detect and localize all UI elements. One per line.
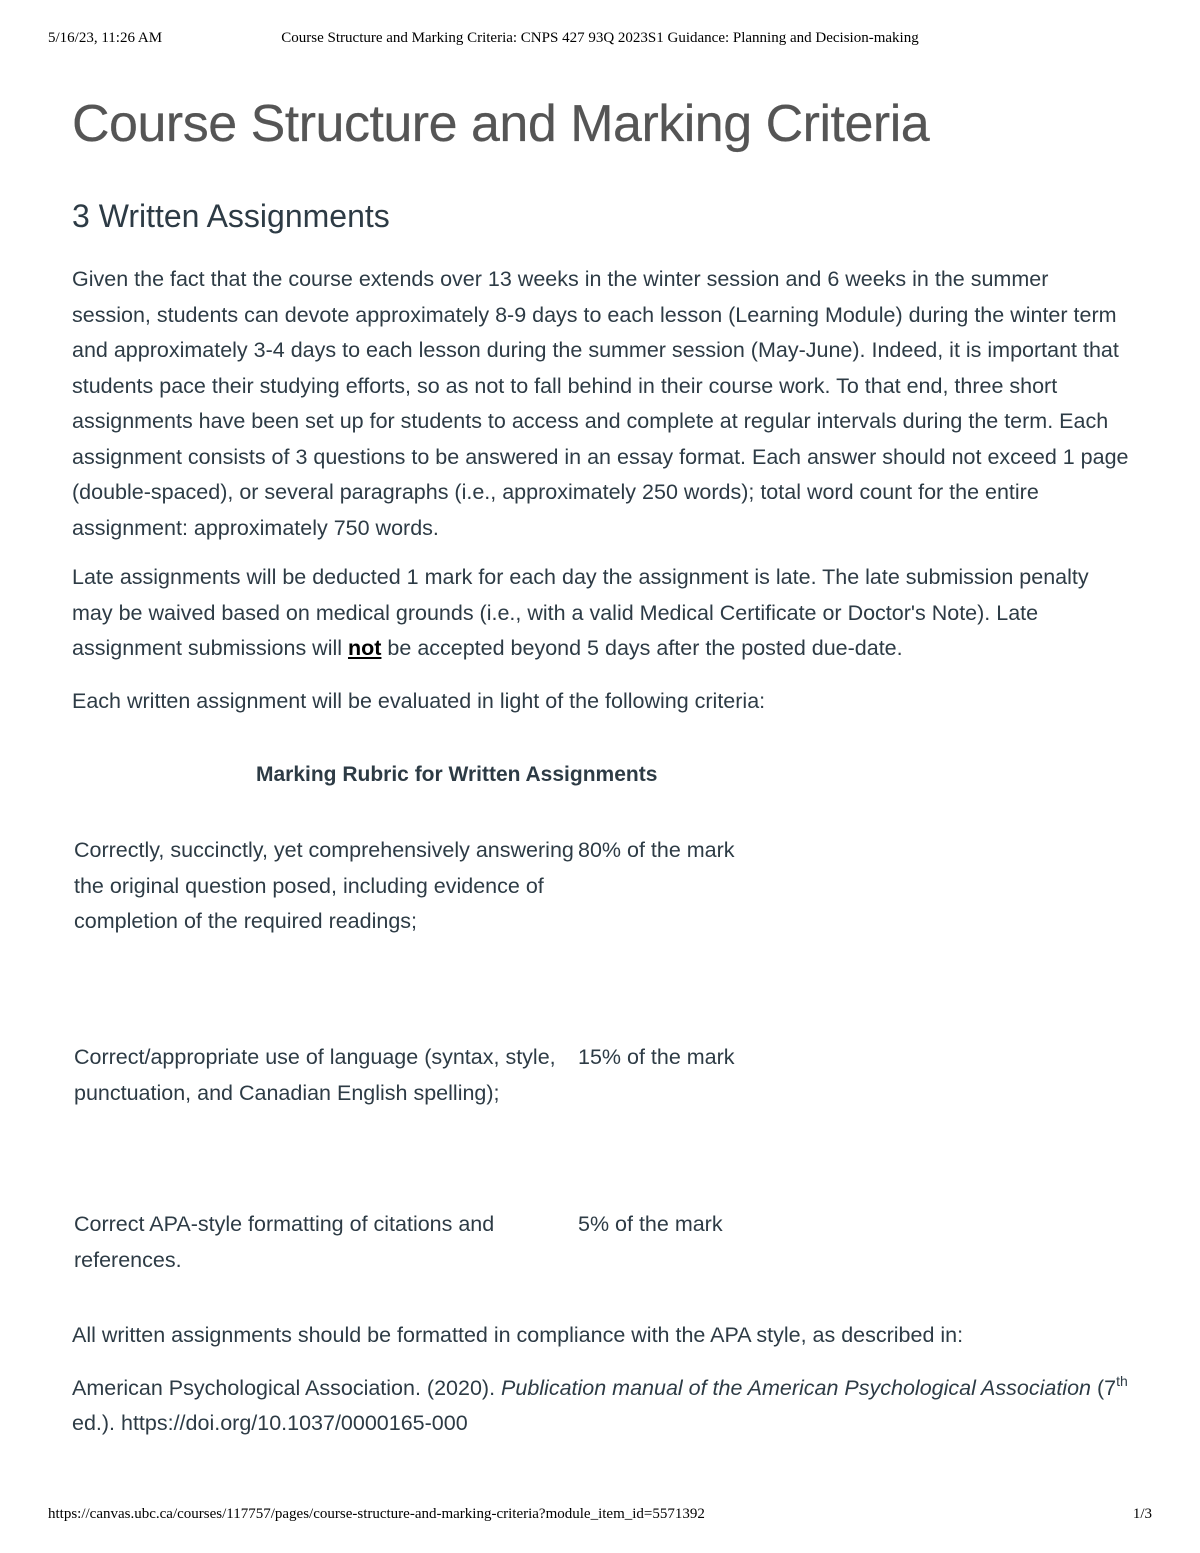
- citation-edition-close: ed.).: [72, 1411, 121, 1435]
- print-page-number: 1/3: [1132, 1506, 1152, 1522]
- rubric-weight: 15% of the mark: [578, 1045, 735, 1069]
- rubric-weight: 5% of the mark: [578, 1212, 723, 1236]
- rubric-criterion: Correct/appropriate use of language (syntax, style, punctuation, and Canadian English spelling);: [74, 1045, 556, 1105]
- rubric-criterion: Correct APA-style formatting of citations and references.: [74, 1212, 495, 1272]
- page-title: Course Structure and Marking Criteria: [72, 95, 930, 153]
- apa-paragraph: All written assignments should be formatted in compliance with the APA style, as described in:: [72, 1323, 964, 1347]
- rubric-criterion: Correctly, succinctly, yet comprehensively answering the original question posed, including evidence of completion of the required readings;: [74, 838, 574, 933]
- citation-edition-sup: th: [1116, 1372, 1128, 1389]
- intro-paragraph: Given the fact that the course extends over 13 weeks in the winter session and 6 weeks in the summer session, students can devote approximately 8-9 days to each lesson (Learning Module) during the winter term and approximately 3-4 days to each lesson during the summer session (May-June). Indeed, it is important that students pace their studying efforts, so as not to fall behind in their course work. To that end, three short assignments have been set up for students to access and complete at regular intervals during the term. Each assignment consists of 3 questions to be answered in an essay format. Each answer should not exceed 1 page (double-spaced), or several paragraphs (i.e., approximately 250 words); total word count for the entire assignment: approximately 750 words.: [72, 267, 1129, 540]
- rubric-table: [74, 833, 878, 1312]
- page-content: [72, 88, 1132, 1442]
- rubric-row: [74, 833, 878, 1040]
- print-footer: [48, 1506, 1152, 1528]
- citation-title: Publication manual of the American Psychological Association: [501, 1375, 1091, 1400]
- print-page-title: Course Structure and Marking Criteria: CNPS 427 93Q 2023S1 Guidance: Planning and Decision-making: [281, 30, 919, 46]
- late-policy-paragraph: [72, 560, 1132, 667]
- rubric-row: [74, 1207, 878, 1312]
- section-heading: 3 Written Assignments: [72, 198, 390, 234]
- print-url: https://canvas.ubc.ca/courses/117757/pages/course-structure-and-marking-criteria?module_item_id=5571392: [48, 1506, 705, 1522]
- apa-citation: [72, 1371, 1132, 1442]
- late-policy-text: Late assignments will be deducted 1 mark for each day the assignment is late. The late submission penalty may be waived based on medical grounds (i.e., with a valid Medical Certificate or Doctor's Note). Late assignment submissions will: [72, 565, 1089, 660]
- emphasis-not: not: [348, 636, 382, 660]
- rubric-weight: 80% of the mark: [578, 838, 735, 862]
- citation-doi: https://doi.org/10.1037/0000165-000: [121, 1411, 468, 1435]
- rubric-row: [74, 1040, 878, 1207]
- citation-author: American Psychological Association. (2020).: [72, 1375, 502, 1400]
- citation-edition: (7: [1091, 1375, 1117, 1400]
- late-policy-text-end: be accepted beyond 5 days after the posted due-date.: [381, 636, 903, 660]
- criteria-intro-paragraph: Each written assignment will be evaluated in light of the following criteria:: [72, 688, 766, 713]
- print-date: 5/16/23, 11:26 AM: [48, 30, 163, 46]
- print-header: [48, 30, 1152, 52]
- rubric-title: Marking Rubric for Written Assignments: [256, 763, 658, 786]
